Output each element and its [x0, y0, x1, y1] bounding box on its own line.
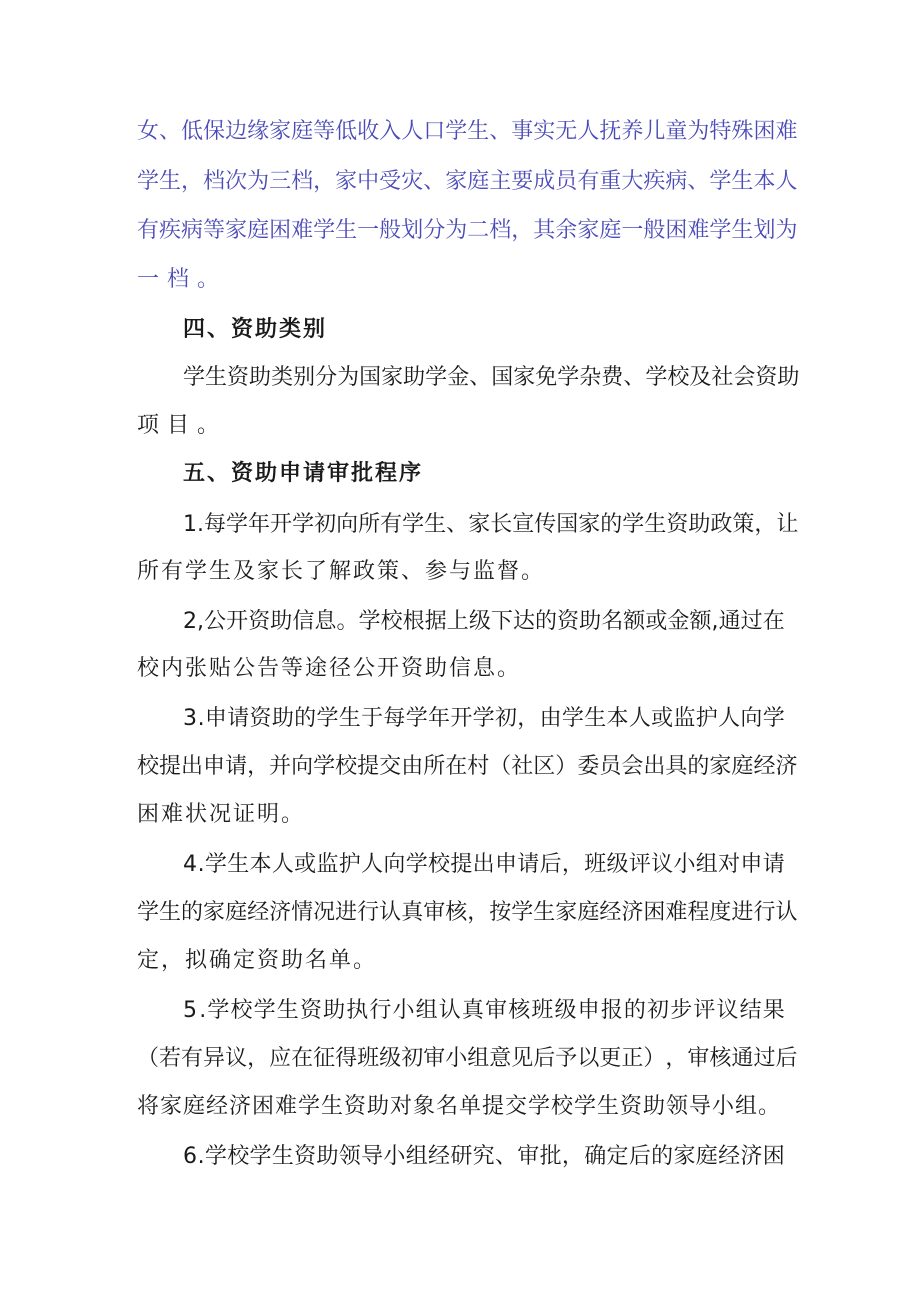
list-item-line: 6 . 学 校 学 生 资 助 领 导 小 组 经 研 究 、 审 批 ， 确 定 后 的 家 庭 经 济 困: [183, 1144, 785, 1169]
text-line: 一档。: [137, 267, 228, 292]
list-item-line: 2 , 公 开 资 助 信 息 。 学 校 根 据 上 级 下 达 的 资 助 名 额 或 金 额 , 通 过 在: [183, 609, 785, 634]
text-line: 学 生 资 助 类 别 分 为 国 家 助 学 金 、 国 家 免 学 杂 费 、 学 校 及 社 会 资 助: [183, 365, 800, 390]
list-item-line: （ 若 有 异 议 ， 应 在 征 得 班 级 初 审 小 组 意 见 后 予 以 更 正 ） ， 审 核 通 过 后: [137, 1046, 798, 1071]
text-line: 女 、 低 保 边 缘 家 庭 等 低 收 入 人 口 学 生 、 事 实 无 人 抚 养 儿 童 为 特 殊 困 难: [137, 119, 798, 144]
text-line: 项目。: [137, 413, 228, 438]
list-item-line: 4 . 学 生 本 人 或 监 护 人 向 学 校 提 出 申 请 后 ， 班 级 评 议 小 组 对 申 请: [183, 852, 785, 877]
text-line: 学 生 ， 档 次 为 三 档 ， 家 中 受 灾 、 家 庭 主 要 成 员 有 重 大 疾 病 、 学 生 本 人: [137, 169, 798, 194]
section-heading: 五、资助申请审批程序: [183, 461, 424, 486]
section-heading: 四、资助类别: [183, 317, 328, 342]
list-item-line: 校内张贴公告等途径公开资助信息。: [137, 656, 522, 681]
list-item-line: 学 生 的 家 庭 经 济 情 况 进 行 认 真 审 核 ， 按 学 生 家 庭 经 济 困 难 程 度 进 行 认: [137, 900, 798, 925]
list-item-line: 所有学生及家长了解政策、参与监督。: [137, 559, 546, 584]
list-item-line: 定，拟确定资助名单。: [137, 948, 378, 973]
list-item-line: 困难状况证明。: [137, 802, 306, 827]
list-item-line: 将家庭经济困难学生资助对象名单提交学校学生资助领导小组。: [137, 1094, 782, 1119]
list-item-line: 校 提 出 申 请 ， 并 向 学 校 提 交 由 所 在 村 （ 社 区 ） 委 员 会 出 具 的 家 庭 经 济: [137, 754, 798, 779]
list-item-line: 5 . 学 校 学 生 资 助 执 行 小 组 认 真 审 核 班 级 申 报 的 初 步 评 议 结 果: [183, 998, 785, 1023]
text-line: 有 疾 病 等 家 庭 困 难 学 生 一 般 划 分 为 二 档 ， 其 余 家 庭 一 般 困 难 学 生 划 为: [137, 218, 798, 243]
list-item-line: 1 . 每 学 年 开 学 初 向 所 有 学 生 、 家 长 宣 传 国 家 的 学 生 资 助 政 策 ， 让: [183, 512, 799, 537]
list-item-line: 3 . 申 请 资 助 的 学 生 于 每 学 年 开 学 初 ， 由 学 生 本 人 或 监 护 人 向 学: [183, 706, 785, 731]
